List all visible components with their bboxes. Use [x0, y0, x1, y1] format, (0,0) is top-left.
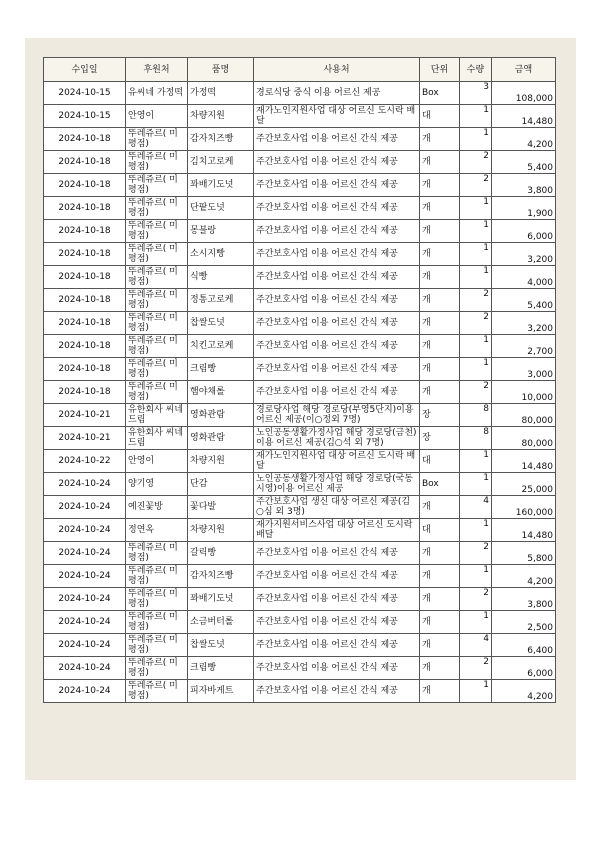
cell-amount: 80,000	[492, 404, 556, 427]
cell-qty: 1	[460, 105, 492, 128]
header-unit: 단위	[420, 58, 460, 82]
cell-usage: 주간보호사업 이용 어르신 간식 제공	[254, 381, 420, 404]
cell-item: 소금버터롤	[188, 611, 254, 634]
cell-item: 크림빵	[188, 358, 254, 381]
cell-unit: 개	[420, 657, 460, 680]
cell-donor: 유한회사 씨네드림	[126, 404, 188, 427]
cell-qty: 2	[460, 289, 492, 312]
table-row	[44, 565, 556, 588]
table-row	[44, 496, 556, 519]
cell-unit: 대	[420, 105, 460, 128]
header-usage: 사용처	[254, 58, 420, 82]
cell-usage: 재가노인지원사업 대상 어르신 도시락 배달	[254, 450, 420, 473]
cell-item: 식빵	[188, 266, 254, 289]
cell-donor: 뚜레쥬르( 미평점)	[126, 611, 188, 634]
cell-usage: 주간보호사업 이용 어르신 간식 제공	[254, 634, 420, 657]
cell-donor: 뚜레쥬르( 미평점)	[126, 174, 188, 197]
cell-usage: 경로당사업 해당 경로당(부영5단지)이용 어르신 제공(이○정외 7명)	[254, 404, 420, 427]
cell-amount: 80,000	[492, 427, 556, 450]
cell-usage: 주간보호사업 생신 대상 어르신 제공(김○심 외 3명)	[254, 496, 420, 519]
cell-item: 차량지원	[188, 450, 254, 473]
table-row	[44, 657, 556, 680]
cell-usage: 노인공동생활가정사업 해당 경로당(금천)이용 어르신 제공(김○석 외 7명)	[254, 427, 420, 450]
cell-amount: 3,800	[492, 588, 556, 611]
header-row	[44, 58, 556, 82]
cell-qty: 2	[460, 312, 492, 335]
cell-donor: 뚜레쥬르( 미평점)	[126, 542, 188, 565]
header-item: 품명	[188, 58, 254, 82]
table-row	[44, 358, 556, 381]
cell-amount: 14,480	[492, 519, 556, 542]
cell-unit: 개	[420, 381, 460, 404]
cell-donor: 정연옥	[126, 519, 188, 542]
cell-donor: 뚜레쥬르( 미평점)	[126, 312, 188, 335]
cell-date: 2024-10-21	[44, 427, 126, 450]
cell-date: 2024-10-24	[44, 496, 126, 519]
table-row	[44, 82, 556, 105]
cell-item: 단감	[188, 473, 254, 496]
cell-usage: 주간보호사업 이용 어르신 간식 제공	[254, 197, 420, 220]
cell-item: 몽블랑	[188, 220, 254, 243]
cell-qty: 1	[460, 450, 492, 473]
cell-date: 2024-10-18	[44, 243, 126, 266]
cell-unit: 개	[420, 128, 460, 151]
cell-item: 영화관람	[188, 404, 254, 427]
cell-unit: 개	[420, 680, 460, 703]
cell-donor: 뚜레쥬르( 미평점)	[126, 243, 188, 266]
table-row	[44, 473, 556, 496]
cell-qty: 3	[460, 82, 492, 105]
table-row	[44, 588, 556, 611]
table-row	[44, 427, 556, 450]
cell-unit: 개	[420, 174, 460, 197]
cell-item: 치킨고로케	[188, 335, 254, 358]
cell-qty: 2	[460, 174, 492, 197]
cell-usage: 재가지원서비스사업 대상 어르신 도시락 배달	[254, 519, 420, 542]
cell-unit: 개	[420, 588, 460, 611]
cell-unit: 개	[420, 220, 460, 243]
cell-qty: 1	[460, 197, 492, 220]
cell-date: 2024-10-18	[44, 151, 126, 174]
cell-unit: 개	[420, 243, 460, 266]
table-row	[44, 197, 556, 220]
table-row	[44, 174, 556, 197]
cell-amount: 6,400	[492, 634, 556, 657]
table-row	[44, 634, 556, 657]
cell-item: 차량지원	[188, 105, 254, 128]
cell-qty: 1	[460, 335, 492, 358]
table-row	[44, 335, 556, 358]
cell-item: 영화관람	[188, 427, 254, 450]
cell-date: 2024-10-24	[44, 565, 126, 588]
cell-unit: 개	[420, 496, 460, 519]
table-row	[44, 611, 556, 634]
cell-qty: 1	[460, 243, 492, 266]
cell-donor: 안영이	[126, 105, 188, 128]
table-row	[44, 243, 556, 266]
table-row	[44, 542, 556, 565]
cell-qty: 1	[460, 220, 492, 243]
cell-donor: 뚜레쥬르( 미평점)	[126, 289, 188, 312]
cell-usage: 주간보호사업 이용 어르신 간식 제공	[254, 220, 420, 243]
cell-amount: 5,400	[492, 289, 556, 312]
cell-date: 2024-10-24	[44, 657, 126, 680]
cell-amount: 14,480	[492, 450, 556, 473]
cell-item: 피자바게트	[188, 680, 254, 703]
cell-item: 김치고로케	[188, 151, 254, 174]
cell-donor: 뚜레쥬르( 미평점)	[126, 128, 188, 151]
cell-amount: 3,200	[492, 243, 556, 266]
cell-unit: 개	[420, 634, 460, 657]
table-row	[44, 289, 556, 312]
cell-qty: 1	[460, 611, 492, 634]
cell-item: 정통고로케	[188, 289, 254, 312]
cell-qty: 1	[460, 266, 492, 289]
cell-donor: 양기영	[126, 473, 188, 496]
cell-donor: 유한회사 씨네드림	[126, 427, 188, 450]
cell-amount: 5,400	[492, 151, 556, 174]
cell-date: 2024-10-24	[44, 611, 126, 634]
cell-date: 2024-10-15	[44, 105, 126, 128]
cell-donor: 예진꽃방	[126, 496, 188, 519]
cell-usage: 주간보호사업 이용 어르신 간식 제공	[254, 128, 420, 151]
cell-date: 2024-10-18	[44, 289, 126, 312]
cell-usage: 주간보호사업 이용 어르신 간식 제공	[254, 289, 420, 312]
cell-qty: 1	[460, 358, 492, 381]
cell-unit: 개	[420, 289, 460, 312]
cell-donor: 뚜레쥬르( 미평점)	[126, 335, 188, 358]
cell-unit: 대	[420, 519, 460, 542]
cell-date: 2024-10-18	[44, 128, 126, 151]
cell-amount: 5,800	[492, 542, 556, 565]
cell-usage: 재가노인지원사업 대상 어르신 도시락 배달	[254, 105, 420, 128]
cell-amount: 25,000	[492, 473, 556, 496]
cell-unit: 개	[420, 151, 460, 174]
cell-date: 2024-10-22	[44, 450, 126, 473]
cell-usage: 주간보호사업 이용 어르신 간식 제공	[254, 266, 420, 289]
table-row	[44, 404, 556, 427]
cell-usage: 주간보호사업 이용 어르신 간식 제공	[254, 588, 420, 611]
cell-usage: 주간보호사업 이용 어르신 간식 제공	[254, 174, 420, 197]
cell-qty: 4	[460, 634, 492, 657]
cell-qty: 2	[460, 542, 492, 565]
cell-donor: 뚜레쥬르( 미평점)	[126, 220, 188, 243]
cell-amount: 4,200	[492, 128, 556, 151]
cell-unit: 개	[420, 266, 460, 289]
cell-amount: 3,200	[492, 312, 556, 335]
cell-qty: 8	[460, 404, 492, 427]
cell-amount: 1,900	[492, 197, 556, 220]
cell-qty: 2	[460, 151, 492, 174]
cell-date: 2024-10-24	[44, 473, 126, 496]
cell-amount: 6,000	[492, 657, 556, 680]
cell-usage: 주간보호사업 이용 어르신 간식 제공	[254, 611, 420, 634]
table-row	[44, 450, 556, 473]
donation-table	[43, 57, 556, 703]
cell-qty: 2	[460, 381, 492, 404]
cell-amount: 2,700	[492, 335, 556, 358]
cell-date: 2024-10-18	[44, 220, 126, 243]
cell-date: 2024-10-18	[44, 266, 126, 289]
cell-item: 꽈배기도넛	[188, 588, 254, 611]
cell-donor: 뚜레쥬르( 미평점)	[126, 197, 188, 220]
cell-item: 햄야채롤	[188, 381, 254, 404]
cell-date: 2024-10-15	[44, 82, 126, 105]
cell-unit: 대	[420, 450, 460, 473]
cell-donor: 뚜레쥬르( 미평점)	[126, 151, 188, 174]
header-qty: 수량	[460, 58, 492, 82]
cell-unit: 장	[420, 404, 460, 427]
cell-item: 단팥도넛	[188, 197, 254, 220]
cell-item: 찹쌀도넛	[188, 634, 254, 657]
table-row	[44, 312, 556, 335]
cell-usage: 주간보호사업 이용 어르신 간식 제공	[254, 312, 420, 335]
cell-unit: 개	[420, 358, 460, 381]
cell-qty: 1	[460, 473, 492, 496]
cell-donor: 뚜레쥬르( 미평점)	[126, 634, 188, 657]
cell-date: 2024-10-24	[44, 634, 126, 657]
cell-donor: 뚜레쥬르( 미평점)	[126, 680, 188, 703]
cell-date: 2024-10-24	[44, 588, 126, 611]
cell-donor: 뚜레쥬르( 미평점)	[126, 266, 188, 289]
cell-amount: 4,000	[492, 266, 556, 289]
table-row	[44, 151, 556, 174]
cell-usage: 경로식당 중식 이용 어르신 제공	[254, 82, 420, 105]
cell-item: 꽈배기도넛	[188, 174, 254, 197]
cell-usage: 주간보호사업 이용 어르신 간식 제공	[254, 243, 420, 266]
cell-date: 2024-10-18	[44, 312, 126, 335]
cell-usage: 주간보호사업 이용 어르신 간식 제공	[254, 335, 420, 358]
cell-qty: 1	[460, 565, 492, 588]
cell-usage: 주간보호사업 이용 어르신 간식 제공	[254, 151, 420, 174]
cell-unit: 개	[420, 542, 460, 565]
cell-amount: 108,000	[492, 82, 556, 105]
cell-amount: 4,200	[492, 680, 556, 703]
cell-unit: 개	[420, 197, 460, 220]
cell-usage: 노인공동생활가정사업 해당 경로당(국동시영)이용 어르신 제공	[254, 473, 420, 496]
cell-date: 2024-10-18	[44, 381, 126, 404]
cell-date: 2024-10-24	[44, 680, 126, 703]
cell-item: 감자치즈빵	[188, 565, 254, 588]
cell-qty: 2	[460, 657, 492, 680]
cell-unit: Box	[420, 82, 460, 105]
table-row	[44, 128, 556, 151]
cell-date: 2024-10-18	[44, 335, 126, 358]
cell-usage: 주간보호사업 이용 어르신 간식 제공	[254, 680, 420, 703]
cell-amount: 14,480	[492, 105, 556, 128]
cell-qty: 1	[460, 519, 492, 542]
cell-donor: 뚜레쥬르( 미평점)	[126, 381, 188, 404]
cell-donor: 뚜레쥬르( 미평점)	[126, 358, 188, 381]
cell-amount: 3,800	[492, 174, 556, 197]
cell-qty: 1	[460, 680, 492, 703]
table-row	[44, 105, 556, 128]
cell-donor: 뚜레쥬르( 미평점)	[126, 657, 188, 680]
table-body	[44, 82, 556, 703]
cell-item: 차량지원	[188, 519, 254, 542]
cell-amount: 6,000	[492, 220, 556, 243]
header-amount: 금액	[492, 58, 556, 82]
cell-date: 2024-10-24	[44, 542, 126, 565]
cell-donor: 뚜레쥬르( 미평점)	[126, 565, 188, 588]
cell-unit: 개	[420, 611, 460, 634]
table-row	[44, 220, 556, 243]
cell-unit: 개	[420, 565, 460, 588]
cell-item: 소시지빵	[188, 243, 254, 266]
cell-usage: 주간보호사업 이용 어르신 간식 제공	[254, 542, 420, 565]
cell-amount: 2,500	[492, 611, 556, 634]
cell-donor: 뚜레쥬르( 미평점)	[126, 588, 188, 611]
cell-qty: 8	[460, 427, 492, 450]
cell-amount: 10,000	[492, 381, 556, 404]
cell-date: 2024-10-18	[44, 174, 126, 197]
cell-item: 갈릭빵	[188, 542, 254, 565]
table-header	[44, 58, 556, 82]
cell-item: 크림빵	[188, 657, 254, 680]
cell-date: 2024-10-21	[44, 404, 126, 427]
cell-item: 꽃다발	[188, 496, 254, 519]
cell-date: 2024-10-18	[44, 358, 126, 381]
table-row	[44, 381, 556, 404]
header-date: 수입일	[44, 58, 126, 82]
cell-qty: 2	[460, 588, 492, 611]
table-row	[44, 680, 556, 703]
table-row	[44, 519, 556, 542]
table-row	[44, 266, 556, 289]
cell-item: 감자치즈빵	[188, 128, 254, 151]
cell-qty: 4	[460, 496, 492, 519]
cell-unit: Box	[420, 473, 460, 496]
cell-donor: 유씨네 가정떡	[126, 82, 188, 105]
cell-usage: 주간보호사업 이용 어르신 간식 제공	[254, 358, 420, 381]
cell-date: 2024-10-18	[44, 197, 126, 220]
cell-date: 2024-10-24	[44, 519, 126, 542]
cell-amount: 160,000	[492, 496, 556, 519]
cell-unit: 개	[420, 312, 460, 335]
cell-usage: 주간보호사업 이용 어르신 간식 제공	[254, 657, 420, 680]
cell-qty: 1	[460, 128, 492, 151]
header-donor: 후원처	[126, 58, 188, 82]
cell-donor: 안영이	[126, 450, 188, 473]
cell-amount: 3,000	[492, 358, 556, 381]
cell-unit: 개	[420, 335, 460, 358]
cell-amount: 4,200	[492, 565, 556, 588]
cell-item: 찹쌀도넛	[188, 312, 254, 335]
cell-usage: 주간보호사업 이용 어르신 간식 제공	[254, 565, 420, 588]
cell-item: 가정떡	[188, 82, 254, 105]
cell-unit: 장	[420, 427, 460, 450]
